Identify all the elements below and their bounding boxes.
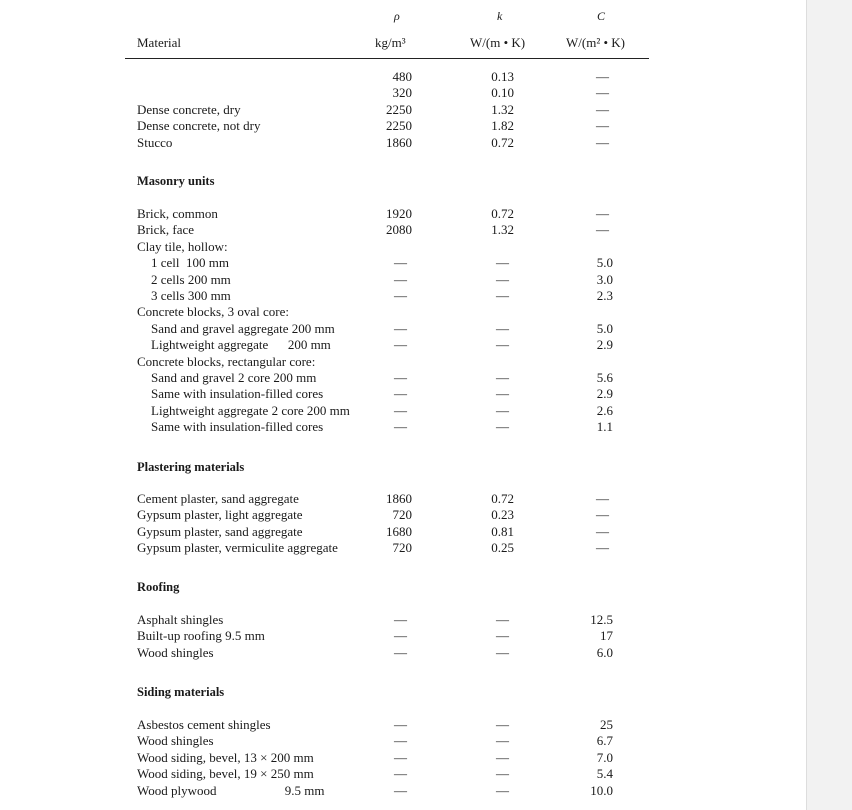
conductivity-cell: — (496, 628, 509, 643)
conductance-cell: 3.0 (596, 272, 613, 287)
section-title: Roofing (137, 580, 180, 594)
material-cell: 3 cells 300 mm (151, 288, 231, 303)
density-cell: — (394, 370, 407, 385)
conductivity-cell: 0.72 (491, 135, 514, 150)
conductance-cell: 7.0 (596, 750, 613, 765)
material-cell: Brick, common (137, 206, 218, 221)
conductance-cell: 2.9 (596, 337, 613, 352)
conductance-cell: 6.7 (596, 733, 613, 748)
material-cell: Gypsum plaster, light aggregate (137, 507, 303, 522)
material-header: Material (137, 35, 182, 50)
conductance-cell: 1.1 (596, 419, 613, 434)
conductance-cell: 2.9 (596, 386, 613, 401)
rho-unit-header: kg/m³ (375, 35, 406, 50)
material-cell: 2 cells 200 mm (151, 272, 231, 287)
material-cell: Concrete blocks, 3 oval core: (137, 304, 289, 319)
material-cell: Dense concrete, not dry (137, 118, 261, 133)
material-cell: Wood plywood 9.5 mm (137, 783, 325, 798)
conductivity-cell: 0.81 (491, 524, 514, 539)
conductance-cell: — (596, 222, 609, 237)
material-cell: Lightweight aggregate 200 mm (151, 337, 331, 352)
density-cell: — (394, 717, 407, 732)
conductance-cell: — (596, 85, 609, 100)
density-cell: 720 (392, 507, 412, 522)
side-panel (806, 0, 852, 810)
density-cell: — (394, 321, 407, 336)
conductance-cell: 2.6 (596, 403, 613, 418)
material-cell: Cement plaster, sand aggregate (137, 491, 299, 506)
density-cell: 1920 (386, 206, 412, 221)
section-title: Plastering materials (137, 460, 245, 474)
density-cell: — (394, 255, 407, 270)
density-cell: 2250 (386, 102, 412, 117)
density-cell: — (394, 628, 407, 643)
conductivity-cell: — (496, 750, 509, 765)
material-cell: 1 cell 100 mm (151, 255, 229, 270)
conductivity-cell: — (496, 783, 509, 798)
conductivity-cell: — (496, 717, 509, 732)
material-cell: Built-up roofing 9.5 mm (137, 628, 265, 643)
conductance-cell: — (596, 118, 609, 133)
conductivity-cell: — (496, 337, 509, 352)
conductance-cell: 10.0 (590, 783, 613, 798)
density-cell: 1860 (386, 491, 412, 506)
conductivity-cell: — (496, 766, 509, 781)
rho-symbol: ρ (394, 9, 400, 23)
conductance-cell: — (596, 491, 609, 506)
conductance-cell: — (596, 507, 609, 522)
material-cell: Stucco (137, 135, 173, 150)
material-cell: Sand and gravel aggregate 200 mm (151, 321, 335, 336)
conductivity-cell: — (496, 370, 509, 385)
material-cell: Wood siding, bevel, 19 × 250 mm (137, 766, 314, 781)
material-cell: Dense concrete, dry (137, 102, 241, 117)
conductivity-cell: 0.72 (491, 491, 514, 506)
conductivity-cell: — (496, 386, 509, 401)
density-cell: — (394, 783, 407, 798)
material-cell: Gypsum plaster, vermiculite aggregate (137, 540, 338, 555)
conductivity-cell: — (496, 645, 509, 660)
material-cell: Lightweight aggregate 2 core 200 mm (151, 403, 350, 418)
density-cell: — (394, 750, 407, 765)
conductivity-cell: 0.23 (491, 507, 514, 522)
conductivity-cell: 1.82 (491, 118, 514, 133)
conductivity-cell: 1.32 (491, 222, 514, 237)
c-symbol: C (597, 9, 606, 23)
density-cell: 1860 (386, 135, 412, 150)
density-cell: 2080 (386, 222, 412, 237)
conductance-cell: 5.4 (596, 766, 613, 781)
conductivity-cell: — (496, 403, 509, 418)
conductance-cell: — (596, 69, 609, 84)
density-cell: 720 (392, 540, 412, 555)
conductance-cell: 5.0 (596, 321, 613, 336)
density-cell: — (394, 272, 407, 287)
conductivity-cell: — (496, 288, 509, 303)
density-cell: — (394, 733, 407, 748)
k-unit-header: W/(m • K) (470, 35, 526, 50)
section-title: Masonry units (137, 174, 215, 188)
material-cell: Wood shingles (137, 733, 214, 748)
material-cell: Asphalt shingles (137, 612, 224, 627)
conductivity-cell: — (496, 419, 509, 434)
c-unit-header: W/(m² • K) (566, 35, 625, 50)
material-cell: Same with insulation-filled cores (151, 386, 324, 401)
conductance-cell: 12.5 (590, 612, 613, 627)
density-cell: 2250 (386, 118, 412, 133)
density-cell: — (394, 612, 407, 627)
density-cell: — (394, 403, 407, 418)
conductivity-cell: — (496, 272, 509, 287)
material-cell: Asbestos cement shingles (137, 717, 271, 732)
k-symbol: k (497, 9, 503, 23)
density-cell: — (394, 766, 407, 781)
conductivity-cell: — (496, 321, 509, 336)
conductivity-cell: 1.32 (491, 102, 514, 117)
conductance-cell: 25 (600, 717, 613, 732)
conductance-cell: 6.0 (596, 645, 613, 660)
material-cell: Sand and gravel 2 core 200 mm (151, 370, 317, 385)
density-cell: — (394, 419, 407, 434)
conductivity-cell: 0.13 (491, 69, 514, 84)
conductance-cell: — (596, 524, 609, 539)
conductivity-cell: 0.25 (491, 540, 514, 555)
density-cell: — (394, 386, 407, 401)
conductance-cell: — (596, 102, 609, 117)
density-cell: — (394, 645, 407, 660)
material-cell: Brick, face (137, 222, 195, 237)
conductivity-cell: 0.72 (491, 206, 514, 221)
header-rule (125, 58, 649, 59)
material-cell: Concrete blocks, rectangular core: (137, 354, 316, 369)
conductance-cell: — (596, 135, 609, 150)
conductivity-cell: — (496, 733, 509, 748)
conductance-cell: 17 (600, 628, 613, 643)
conductivity-cell: 0.10 (491, 85, 514, 100)
conductance-cell: — (596, 206, 609, 221)
density-cell: 1680 (386, 524, 412, 539)
density-cell: — (394, 337, 407, 352)
material-cell: Clay tile, hollow: (137, 239, 228, 254)
density-cell: 320 (392, 85, 412, 100)
conductance-cell: 2.3 (596, 288, 613, 303)
conductance-cell: 5.0 (596, 255, 613, 270)
material-cell: Same with insulation-filled cores (151, 419, 324, 434)
material-cell: Wood shingles (137, 645, 214, 660)
conductance-cell: — (596, 540, 609, 555)
material-cell: Gypsum plaster, sand aggregate (137, 524, 303, 539)
material-cell: Wood siding, bevel, 13 × 200 mm (137, 750, 314, 765)
conductance-cell: 5.6 (596, 370, 613, 385)
density-cell: — (394, 288, 407, 303)
conductivity-cell: — (496, 255, 509, 270)
section-title: Siding materials (137, 685, 225, 699)
density-cell: 480 (392, 69, 412, 84)
conductivity-cell: — (496, 612, 509, 627)
